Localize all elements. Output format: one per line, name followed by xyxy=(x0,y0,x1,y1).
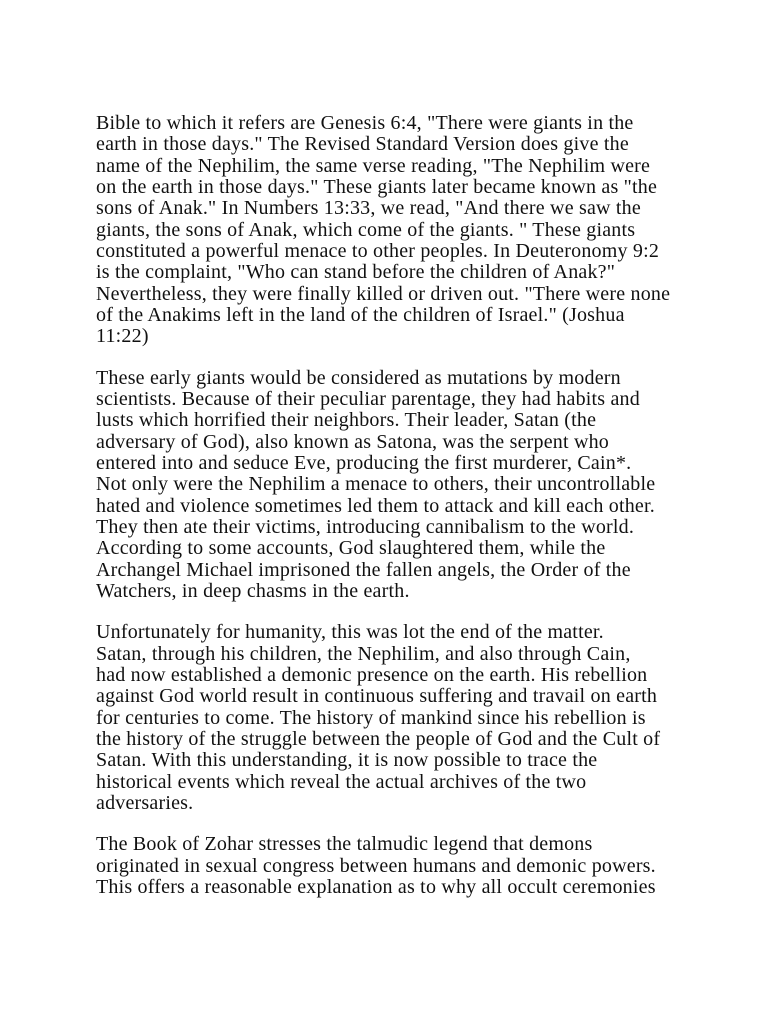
text-line: on the earth in those days." These giants later became known as "the xyxy=(96,175,658,198)
text-line: Not only were the Nephilim a menace to others, their uncontrollable xyxy=(96,473,656,496)
text-line: had now established a demonic presence on the earth. His rebellion xyxy=(96,663,648,686)
text-line: name of the Nephilim, the same verse reading, "The Nephilim were xyxy=(96,154,651,177)
text-line: Watchers, in deep chasms in the earth. xyxy=(96,579,410,602)
text-line: Nevertheless, they were finally killed or driven out. "There were none xyxy=(96,282,671,305)
text-line: lusts which horrified their neighbors. Their leader, Satan (the xyxy=(96,409,597,432)
text-line: of the Anakims left in the land of the children of Israel." (Joshua xyxy=(96,303,625,326)
text-line: for centuries to come. The history of mankind since his rebellion is xyxy=(96,706,646,729)
text-line: constituted a powerful menace to other peoples. In Deuteronomy 9:2 xyxy=(96,239,660,262)
text-line: According to some accounts, God slaughtered them, while the xyxy=(96,537,606,560)
text-line: is the complaint, "Who can stand before the children of Anak?" xyxy=(96,261,616,284)
text-line: Archangel Michael imprisoned the fallen angels, the Order of the xyxy=(96,558,631,581)
text-line: scientists. Because of their peculiar parentage, they had habits and xyxy=(96,387,640,410)
text-line: earth in those days." The Revised Standard Version does give the xyxy=(96,133,629,156)
text-line: against God world result in continuous suffering and travail on earth xyxy=(96,685,658,708)
text-line: entered into and seduce Eve, producing the first murderer, Cain*. xyxy=(96,451,632,474)
text-line: giants, the sons of Anak, which come of the giants. " These giants xyxy=(96,218,636,241)
paragraph-1 xyxy=(96,113,736,348)
document-body xyxy=(96,113,736,918)
text-line: sons of Anak." In Numbers 13:33, we read, "And there we saw the xyxy=(96,197,641,220)
text-line: the history of the struggle between the people of God and the Cult of xyxy=(96,727,661,750)
text-line: hated and violence sometimes led them to attack and kill each other. xyxy=(96,494,655,517)
paragraph-2 xyxy=(96,368,736,603)
text-line: adversary of God), also known as Satona, was the serpent who xyxy=(96,430,609,453)
paragraph-3 xyxy=(96,622,736,814)
text-line: Satan. With this understanding, it is now possible to trace the xyxy=(96,749,598,772)
text-line: historical events which reveal the actual archives of the two xyxy=(96,770,587,793)
text-line: These early giants would be considered as mutations by modern xyxy=(96,366,621,389)
text-line: The Book of Zohar stresses the talmudic legend that demons xyxy=(96,833,593,856)
text-line: They then ate their victims, introducing cannibalism to the world. xyxy=(96,515,635,538)
text-line: This offers a reasonable explanation as to why all occult ceremonies xyxy=(96,875,656,898)
text-line: Bible to which it refers are Genesis 6:4, "There were giants in the xyxy=(96,112,634,134)
text-line: 11:22) xyxy=(96,325,149,348)
text-line: adversaries. xyxy=(96,791,194,814)
text-line: originated in sexual congress between humans and demonic powers. xyxy=(96,854,656,877)
paragraph-4 xyxy=(96,834,736,898)
text-line: Unfortunately for humanity, this was lot the end of the matter. xyxy=(96,621,604,644)
text-line: Satan, through his children, the Nephilim, and also through Cain, xyxy=(96,642,631,665)
